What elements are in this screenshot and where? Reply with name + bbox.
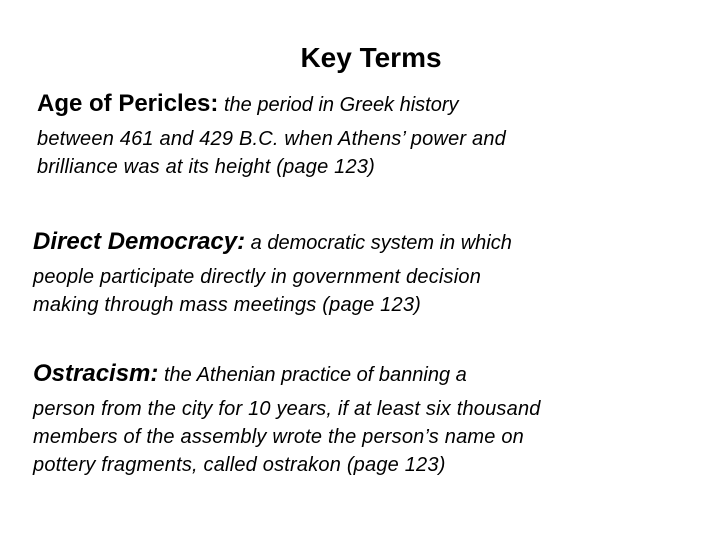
- definition-line: making through mass meetings (page 123): [33, 294, 422, 316]
- term-first-line: [33, 358, 541, 393]
- definition-line: between 461 and 429 B.C. when Athens’ power and: [37, 128, 506, 150]
- term-definition: [33, 263, 512, 319]
- definition-line: person from the city for 10 years, if at least six thousand: [33, 398, 541, 420]
- term-definition: [37, 125, 506, 181]
- term-first-line: [37, 88, 506, 123]
- definition-line: members of the assembly wrote the person’s name on: [33, 426, 524, 448]
- term-definition-start: a democratic system in which: [245, 232, 512, 254]
- term-first-line: [33, 226, 512, 261]
- term-name: Direct Democracy:: [33, 228, 246, 255]
- term-name: Age of Pericles:: [37, 90, 219, 117]
- term-block-direct-democracy: [33, 226, 512, 319]
- term-definition: [33, 395, 541, 479]
- definition-line: brilliance was at its height (page 123): [37, 156, 375, 178]
- slide-title: Key Terms: [300, 42, 442, 73]
- term-definition-start: the period in Greek history: [218, 94, 459, 116]
- term-definition-start: the Athenian practice of banning a: [158, 364, 467, 386]
- term-block-age-of-pericles: [37, 88, 506, 181]
- term-name: Ostracism:: [33, 360, 159, 387]
- definition-line: people participate directly in government decision: [33, 266, 482, 288]
- term-block-ostracism: [33, 358, 541, 479]
- definition-line: pottery fragments, called ostrakon (page 123): [33, 454, 446, 476]
